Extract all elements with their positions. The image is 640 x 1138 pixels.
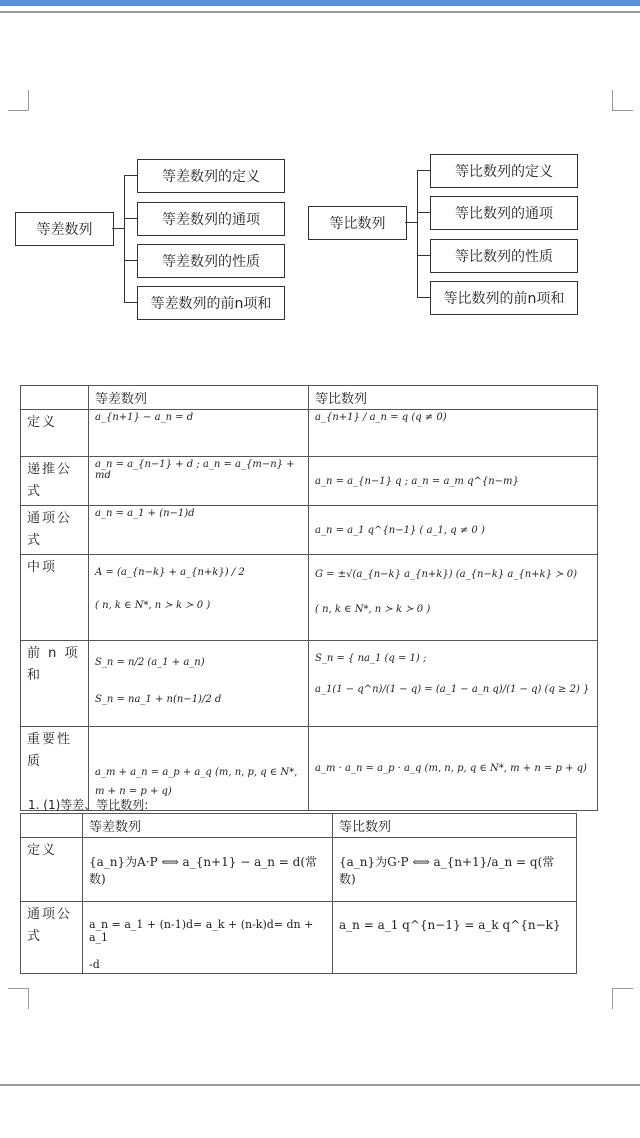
arith-term-formula: a_n = a_1 + (n-1)d= a_k + (n-k)d= dn + a_1 bbox=[89, 918, 314, 944]
geo-tick bbox=[417, 255, 430, 256]
table-row bbox=[21, 410, 598, 457]
geo-properties-box: 等比数列的性质 bbox=[430, 239, 578, 273]
arith-cell: a_n = a_{n−1} + d ; a_n = a_{m−n} + md bbox=[89, 457, 309, 506]
arith-tick bbox=[124, 175, 137, 176]
header-cell-geo: 等比数列 bbox=[333, 814, 577, 838]
table-header-row bbox=[21, 814, 577, 838]
geo-bracket bbox=[417, 170, 418, 297]
header-cell-arith: 等差数列 bbox=[83, 814, 333, 838]
arith-term-formula-cont: -d bbox=[89, 958, 100, 971]
table-row bbox=[21, 838, 577, 902]
geo-cell: a_n = a_1 q^{n−1} ( a_1, q ≠ 0 ) bbox=[309, 506, 598, 555]
arith-sum-box: 等差数列的前n项和 bbox=[137, 286, 285, 320]
crop-mark-bottom-right bbox=[612, 988, 633, 1009]
geo-connector bbox=[405, 222, 417, 223]
page-top-border bbox=[0, 11, 640, 13]
geo-cell: a_n = a_{n−1} q ; a_n = a_m q^{n−m} bbox=[309, 457, 598, 506]
geo-mean-formula: G = ±√(a_{n−k} a_{n+k}) (a_{n−k} a_{n+k} ≻ 0) bbox=[315, 569, 577, 580]
table-header-row bbox=[21, 386, 598, 410]
arith-tick bbox=[124, 260, 137, 261]
row-label: 定义 bbox=[21, 838, 83, 902]
arith-property-line-2: m + n = p + q) bbox=[95, 786, 172, 797]
row-label: 前 n 项和 bbox=[21, 641, 89, 727]
arith-general-term-box: 等差数列的通项 bbox=[137, 202, 285, 236]
table-row bbox=[21, 902, 577, 974]
arith-tick bbox=[124, 302, 137, 303]
arith-definition-box: 等差数列的定义 bbox=[137, 159, 285, 193]
arith-cell: a_{n+1} − a_n = d bbox=[89, 410, 309, 457]
header-cell-arith: 等差数列 bbox=[89, 386, 309, 410]
row-label: 定义 bbox=[21, 410, 89, 457]
comparison-table bbox=[20, 385, 598, 811]
row-label: 通项公式 bbox=[21, 902, 83, 974]
arith-sum-formula-1: S_n = n/2 (a_1 + a_n) bbox=[95, 657, 205, 668]
crop-mark-top-left bbox=[8, 90, 29, 111]
arith-property-line-1: a_m + a_n = a_p + a_q (m, n, p, q ∈ N*, bbox=[95, 767, 298, 778]
header-cell-empty bbox=[21, 814, 83, 838]
row-label: 通项公式 bbox=[21, 506, 89, 555]
arith-mean-formula: A = (a_{n−k} + a_{n+k}) / 2 bbox=[95, 567, 245, 578]
geo-root-box: 等比数列 bbox=[308, 206, 407, 240]
arith-tick bbox=[124, 218, 137, 219]
geo-cell: {a_n}为G·P ⟺ a_{n+1}/a_n = q(常数) bbox=[333, 838, 577, 902]
geo-cell bbox=[333, 902, 577, 974]
geo-sum-box: 等比数列的前n项和 bbox=[430, 281, 578, 315]
section-caption: 1. (1)等差、等比数列: bbox=[28, 798, 149, 812]
arith-cell bbox=[89, 555, 309, 641]
header-cell-geo: 等比数列 bbox=[309, 386, 598, 410]
crop-mark-bottom-left bbox=[8, 988, 29, 1009]
row-label: 递推公式 bbox=[21, 457, 89, 506]
geo-cell: a_m · a_n = a_p · a_q (m, n, p, q ∈ N*, m + n = p + q) bbox=[309, 727, 598, 811]
arith-root-box: 等差数列 bbox=[15, 212, 114, 246]
top-accent-bar bbox=[0, 0, 640, 6]
arith-cell bbox=[89, 641, 309, 727]
geo-tick bbox=[417, 212, 430, 213]
geo-tick bbox=[417, 297, 430, 298]
table-row bbox=[21, 641, 598, 727]
row-label: 重要性质 bbox=[21, 727, 89, 811]
geo-cell: a_{n+1} / a_n = q (q ≠ 0) bbox=[309, 410, 598, 457]
geo-cell bbox=[309, 641, 598, 727]
arith-mean-condition: ( n, k ∈ N*, n ≻ k ≻ 0 ) bbox=[95, 600, 211, 611]
geo-tick bbox=[417, 170, 430, 171]
definition-table bbox=[20, 813, 577, 974]
geo-general-term-box: 等比数列的通项 bbox=[430, 196, 578, 230]
geo-term-formula: a_n = a_1 q^{n−1} = a_k q^{n−k} bbox=[339, 918, 561, 932]
header-cell-empty bbox=[21, 386, 89, 410]
arith-sum-formula-2: S_n = na_1 + n(n−1)/2 d bbox=[95, 694, 222, 705]
arith-bracket bbox=[124, 175, 125, 302]
page-bottom-border bbox=[0, 1084, 640, 1086]
row-label: 中项 bbox=[21, 555, 89, 641]
crop-mark-top-right bbox=[612, 90, 633, 111]
arith-cell bbox=[83, 902, 333, 974]
geo-mean-condition: ( n, k ∈ N*, n ≻ k ≻ 0 ) bbox=[315, 604, 431, 615]
table-row bbox=[21, 457, 598, 506]
arith-cell: {a_n}为A·P ⟺ a_{n+1} − a_n = d(常数) bbox=[83, 838, 333, 902]
table-row bbox=[21, 506, 598, 555]
arith-cell: a_n = a_1 + (n−1)d bbox=[89, 506, 309, 555]
geo-cell bbox=[309, 555, 598, 641]
geo-sum-case-2: a_1(1 − q^n)/(1 − q) = (a_1 − a_n q)/(1 − q) (q ≥ 2) } bbox=[315, 684, 590, 695]
geo-sum-case-1: S_n = { na_1 (q = 1) ; bbox=[315, 653, 427, 664]
arith-connector bbox=[112, 228, 124, 229]
geo-definition-box: 等比数列的定义 bbox=[430, 154, 578, 188]
table-row bbox=[21, 555, 598, 641]
arith-properties-box: 等差数列的性质 bbox=[137, 244, 285, 278]
